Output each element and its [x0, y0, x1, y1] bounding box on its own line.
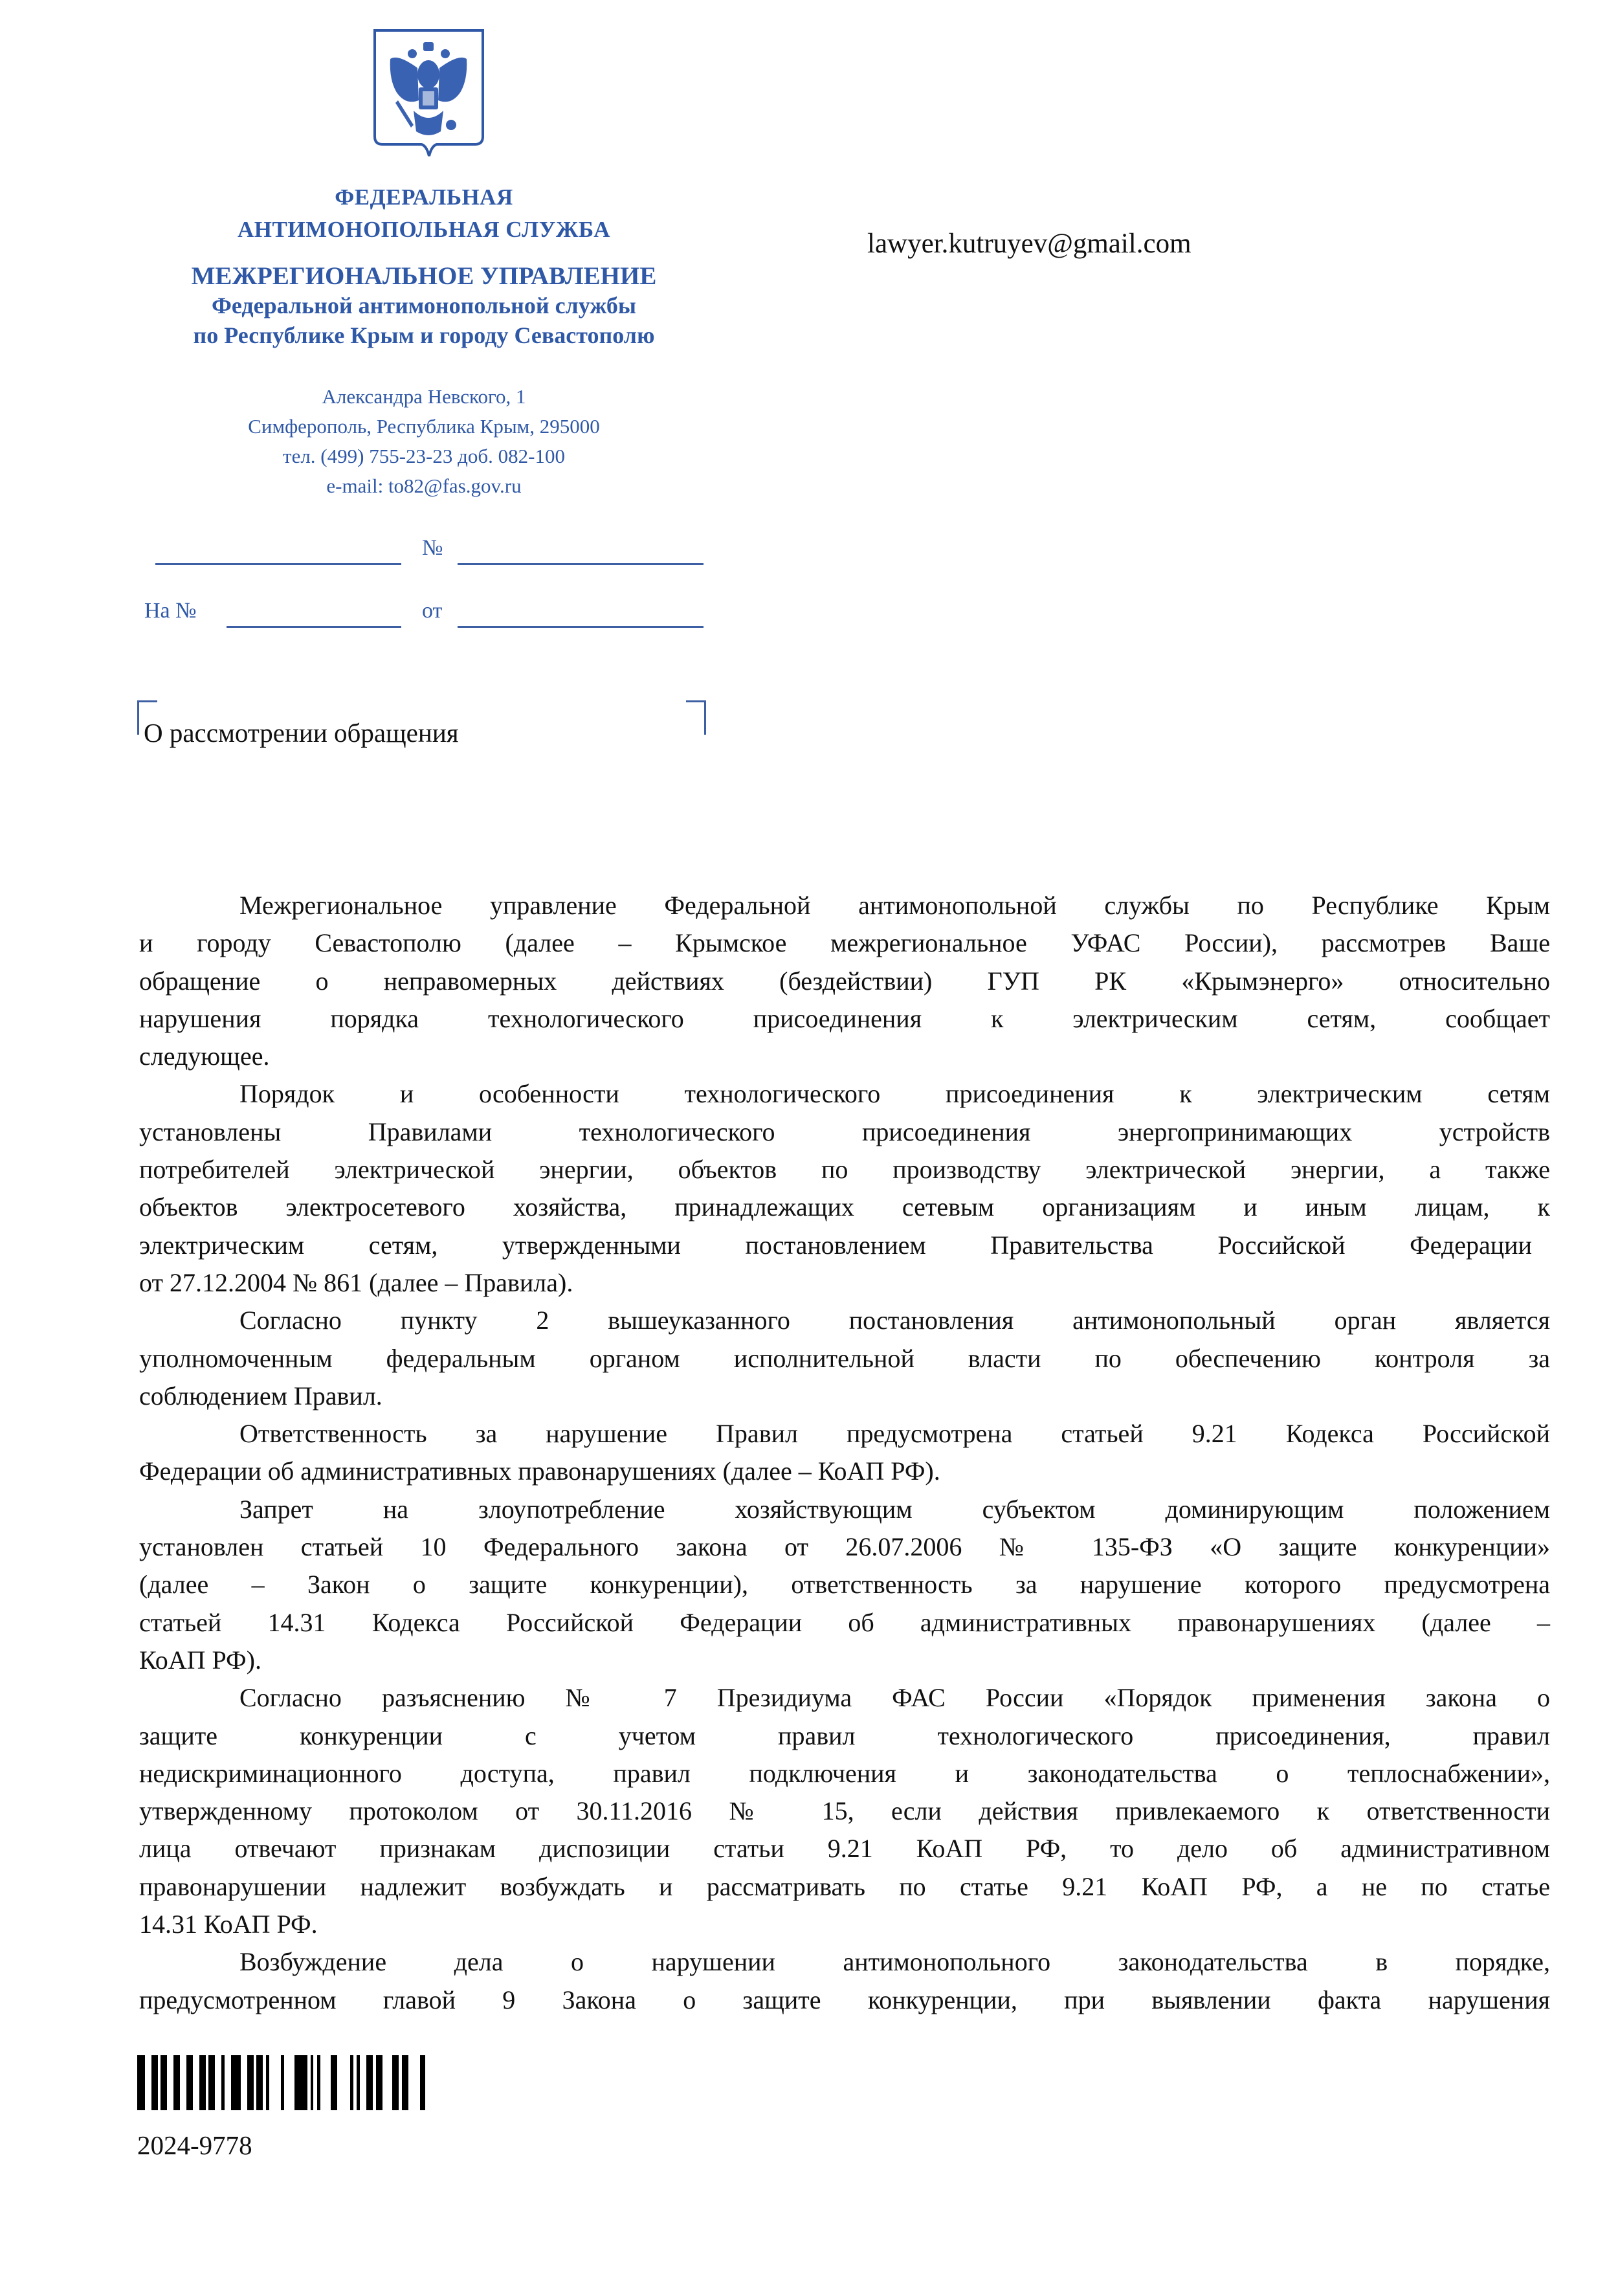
paragraph [139, 1075, 1550, 1302]
text-line: Федерации об административных правонарушениях (далее – КоАП РФ). [139, 1456, 940, 1486]
address-street: Александра Невского, 1 [322, 385, 526, 408]
paragraph [139, 1491, 1550, 1679]
text-line: Ответственность за нарушение Правил предусмотрена статьей 9.21 Кодекса Российской [239, 1419, 1550, 1449]
letter-body [139, 887, 1550, 2019]
reply-date-line [458, 626, 704, 628]
barcode-icon [137, 2055, 425, 2110]
text-line: Согласно пункту 2 вышеуказанного постановления антимонопольный орган является [239, 1306, 1550, 1335]
address-city: Симферополь, Республика Крым, 295000 [248, 415, 600, 438]
text-line: объектов электросетевого хозяйства, принадлежащих сетевым организациям и иным лицам, к [139, 1192, 1550, 1222]
paragraph [139, 1415, 1550, 1491]
recipient-email: lawyer.kutruyev@gmail.com [867, 228, 1191, 259]
text-line: обращение о неправомерных действиях (бездействии) ГУП РК «Крымэнерго» относительно [139, 966, 1550, 996]
org-email: e-mail: to82@fas.gov.ru [326, 474, 522, 497]
text-line: защите конкуренции с учетом правил технологического присоединения, правил [139, 1721, 1550, 1750]
text-line: соблюдением Правил. [139, 1381, 382, 1410]
department-subtitle-1: Федеральной антимонопольной службы [211, 293, 637, 318]
text-line: установлены Правилами технологического присоединения энергопринимающих устройств [139, 1117, 1550, 1146]
text-line: КоАП РФ). [139, 1645, 261, 1675]
text-line: предусмотренном главой 9 Закона о защите конкуренции, при выявлении факта нарушения [139, 1985, 1550, 2014]
outgoing-date-line [155, 563, 401, 565]
registration-number: 2024-9778 [137, 2130, 252, 2160]
text-line: установлен статьей 10 Федерального закона от 26.07.2006 № 135-ФЗ «О защите конкуренции» [139, 1532, 1550, 1562]
text-line: недискриминационного доступа, правил подключения и законодательства о теплоснабжении», [139, 1758, 1550, 1788]
text-line: Согласно разъяснению № 7 Президиума ФАС России «Порядок применения закона о [239, 1683, 1550, 1713]
outgoing-number-line [458, 563, 704, 565]
from-label: от [422, 599, 443, 623]
text-line: утвержденному протоколом от 30.11.2016 № 15, если действия привлекаемого к ответственности [139, 1796, 1550, 1826]
text-line: электрическим сетям, утвержденными постановлением Правительства Российской Федерации [139, 1230, 1532, 1260]
paragraph [139, 1943, 1550, 2019]
coat-of-arms-icon [372, 28, 485, 159]
number-label: № [422, 536, 443, 560]
org-name-line1: ФЕДЕРАЛЬНАЯ [335, 184, 513, 210]
text-line: лица отвечают признакам диспозиции статьи 9.21 КоАП РФ, то дело об административном [139, 1834, 1550, 1864]
text-line: нарушения порядка технологического присоединения к электрическим сетям, сообщает [139, 1003, 1550, 1033]
text-line: правонарушении надлежит возбуждать и рассматривать по статье 9.21 КоАП РФ, а не по статье [139, 1871, 1550, 1901]
phone: тел. (499) 755-23-23 доб. 082-100 [283, 445, 565, 467]
subject-line: О рассмотрении обращения [144, 718, 459, 748]
text-line: и городу Севастополю (далее – Крымское межрегиональное УФАС России), рассмотрев Ваше [139, 928, 1550, 958]
text-line: Запрет на злоупотребление хозяйствующим субъектом доминирующим положением [239, 1494, 1550, 1524]
text-line: уполномоченным федеральным органом исполнительной власти по обеспечению контроля за [139, 1343, 1550, 1373]
text-line: от 27.12.2004 № 861 (далее – Правила). [139, 1267, 573, 1297]
text-line: Возбуждение дела о нарушении антимонопольного законодательства в порядке, [239, 1947, 1550, 1977]
text-line: потребителей электрической энергии, объектов по производству электрической энергии, а также [139, 1155, 1550, 1185]
contact-block [139, 382, 709, 501]
org-name-line2: АНТИМОНОПОЛЬНАЯ СЛУЖБА [238, 217, 610, 242]
reply-to-label: На № [144, 599, 197, 623]
text-line: следующее. [139, 1042, 270, 1071]
text-line: статьей 14.31 Кодекса Российской Федерации об административных правонарушениях (далее – [139, 1607, 1550, 1637]
paragraph [139, 887, 1550, 1075]
text-line: (далее – Закон о защите конкуренции), ответственность за нарушение которого предусмотрена [139, 1570, 1550, 1599]
reply-number-line [227, 626, 401, 628]
subject-corner-right [686, 700, 706, 735]
department-title: МЕЖРЕГИОНАЛЬНОЕ УПРАВЛЕНИЕ [191, 262, 657, 290]
paragraph [139, 1302, 1550, 1415]
text-line: 14.31 КоАП РФ. [139, 1910, 318, 1939]
text-line: Межрегиональное управление Федеральной антимонопольной службы по Республике Крым [239, 891, 1550, 920]
text-line: Порядок и особенности технологического присоединения к электрическим сетям [239, 1079, 1550, 1109]
org-name [139, 181, 709, 246]
paragraph [139, 1679, 1550, 1943]
department-name [139, 262, 709, 350]
department-subtitle-2: по Республике Крым и городу Севастополю [193, 322, 655, 348]
